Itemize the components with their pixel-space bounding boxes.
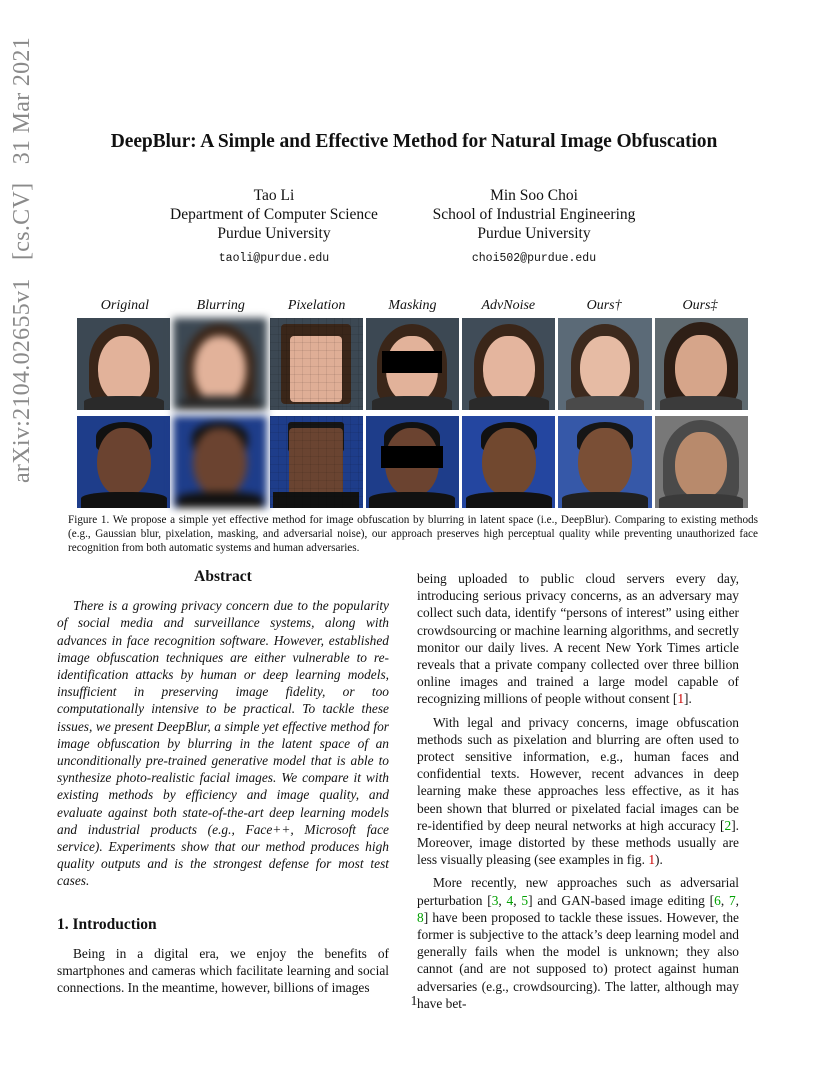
author-email[interactable]: taoli@purdue.edu bbox=[218, 252, 330, 265]
face-image-ours-dagger bbox=[558, 318, 651, 410]
face-image-advnoise bbox=[462, 416, 555, 508]
citation-link[interactable]: 8 bbox=[417, 909, 424, 925]
citation-link[interactable]: 2 bbox=[724, 817, 732, 833]
col-label-masking: Masking bbox=[388, 298, 437, 313]
text-run: , bbox=[513, 892, 522, 908]
author-block-2 bbox=[384, 186, 684, 268]
author-univ: Purdue University bbox=[477, 225, 591, 242]
figure-column-labels bbox=[77, 298, 748, 318]
abstract-text: There is a growing privacy concern due to the popularity of social media and surveillance systems, along with advances in face recognition software. However, established image obfuscation techniques are either vulnerable to re-identification attacks by human or deep learning models, insufficient in preserving image fidelity, or too computationally intensive to be practical. To tackle these issues, we present DeepBlur, a simple yet effective method for image obfuscation by blurring in the latent space of an unconditionally pre-trained generative model that is able to synthesize photo-realistic facial images. We compare it with existing methods by efficiency and image quality, and evaluate against both state-of-the-art deep learning models and industrial products (e.g., Face++, Microsoft face service). Experiments show that our method produces high quality outputs and is the strongest defense for most test cases. bbox=[57, 598, 389, 889]
left-column bbox=[57, 568, 389, 996]
author-name: Min Soo Choi bbox=[490, 187, 578, 204]
text-run: ). bbox=[655, 852, 663, 868]
arxiv-id: arXiv:2104.02655v1 bbox=[9, 278, 35, 484]
arxiv-side-stamp bbox=[2, 0, 42, 520]
right-column bbox=[417, 570, 739, 1012]
text-run: , bbox=[498, 892, 507, 908]
face-image-masking bbox=[366, 318, 459, 410]
intro-heading: 1. Introduction bbox=[57, 915, 157, 933]
citation-link[interactable]: 3 bbox=[491, 892, 499, 908]
citation-link[interactable]: 7 bbox=[728, 892, 736, 908]
col-label-advnoise: AdvNoise bbox=[481, 298, 536, 313]
paper-title: DeepBlur: A Simple and Effective Method for Natural Image Obfuscation bbox=[110, 131, 718, 152]
face-image-original bbox=[77, 318, 170, 410]
text-run: , bbox=[720, 892, 729, 908]
face-image-pixelation bbox=[270, 416, 363, 508]
face-image-blurring bbox=[173, 416, 266, 508]
face-image-ours-ddagger bbox=[655, 416, 748, 508]
col-label-ours-dagger: Ours† bbox=[586, 298, 622, 313]
col-label-ours-ddagger: Ours‡ bbox=[682, 298, 718, 313]
right-paragraph-1 bbox=[417, 570, 739, 708]
author-block-1 bbox=[124, 186, 424, 268]
author-email[interactable]: choi502@purdue.edu bbox=[471, 252, 597, 265]
intro-paragraph-1: Being in a digital era, we enjoy the benefits of smartphones and cameras which facilitate learning and social connections. In the meantime, however, billions of images bbox=[57, 945, 389, 996]
figure-link[interactable]: 1 bbox=[648, 852, 656, 868]
citation-link[interactable]: 4 bbox=[506, 892, 514, 908]
col-label-pixelation: Pixelation bbox=[287, 298, 346, 313]
arxiv-category: [cs.CV] bbox=[9, 182, 35, 260]
citation-link[interactable]: 6 bbox=[714, 892, 721, 908]
page-number: 1 bbox=[410, 993, 418, 1008]
figure-row-1 bbox=[77, 318, 748, 410]
author-dept: School of Industrial Engineering bbox=[432, 206, 636, 223]
figure-caption: Figure 1. We propose a simple yet effective method for image obfuscation by blurring in latent space (i.e., DeepBlur). Comparing to existing methods (e.g., Gaussian blur, pixelation, masking, and adversarial noise), our approach preserves high perceptual quality while preventing unauthorized face recognition from both automatic systems and human adversaries. bbox=[68, 514, 758, 555]
face-image-advnoise bbox=[462, 318, 555, 410]
right-paragraph-2 bbox=[417, 714, 739, 869]
author-univ: Purdue University bbox=[217, 225, 331, 242]
author-dept: Department of Computer Science bbox=[170, 206, 378, 223]
abstract-heading: Abstract bbox=[194, 568, 252, 585]
text-run: More recently, new approaches such as adversarial perturbation [ bbox=[417, 875, 739, 908]
face-image-blurring bbox=[173, 318, 266, 410]
citation-link[interactable]: 1 bbox=[677, 691, 685, 707]
text-run: ]. Moreover, image distorted by these methods usually are less visually pleasing (see examples in fig. bbox=[417, 817, 739, 868]
face-image-masking bbox=[366, 416, 459, 508]
text-run: ] and GAN-based image editing [ bbox=[528, 892, 715, 908]
face-image-original bbox=[77, 416, 170, 508]
text-run: ] have been proposed to tackle these issues. However, the former is subjective to the attack’s deep learning model and generally fails when the model is unknown; they also cannot (and are not supposed to) protect against human adversaries (e.g., crowdsourcing). The latter, although may have bet- bbox=[417, 909, 739, 1011]
figure-row-2 bbox=[77, 416, 748, 508]
citation-link[interactable]: 5 bbox=[521, 892, 529, 908]
face-image-ours-ddagger bbox=[655, 318, 748, 410]
face-image-pixelation bbox=[270, 318, 363, 410]
right-paragraph-3 bbox=[417, 874, 739, 1012]
arxiv-date: 31 Mar 2021 bbox=[9, 36, 35, 165]
author-name: Tao Li bbox=[253, 187, 295, 204]
text-run: With legal and privacy concerns, image obfuscation methods such as pixelation and blurring are often used to protect sensitive information, e.g., human faces and confidential texts. However, recent advances in deep learning make these approaches less effective, as it has been shown that blurred or pixelated facial images can be re-identified by deep neural networks at high accuracy [ bbox=[417, 714, 739, 833]
face-image-ours-dagger bbox=[558, 416, 651, 508]
text-run: ]. bbox=[684, 691, 692, 707]
col-label-blurring: Blurring bbox=[196, 298, 245, 313]
text-run: , bbox=[735, 892, 740, 908]
text-run: being uploaded to public cloud servers every day, introducing serious privacy concerns, as an adversary may collect such data, identify “persons of interest” using either crowdsourcing or machine learning algorithms, and secretly monitor our daily lives. A recent New York Times article reveals that a private company collected over three billion online images and trained a large model capable of recognizing millions of people without consent [ bbox=[417, 571, 739, 707]
col-label-original: Original bbox=[100, 298, 150, 313]
